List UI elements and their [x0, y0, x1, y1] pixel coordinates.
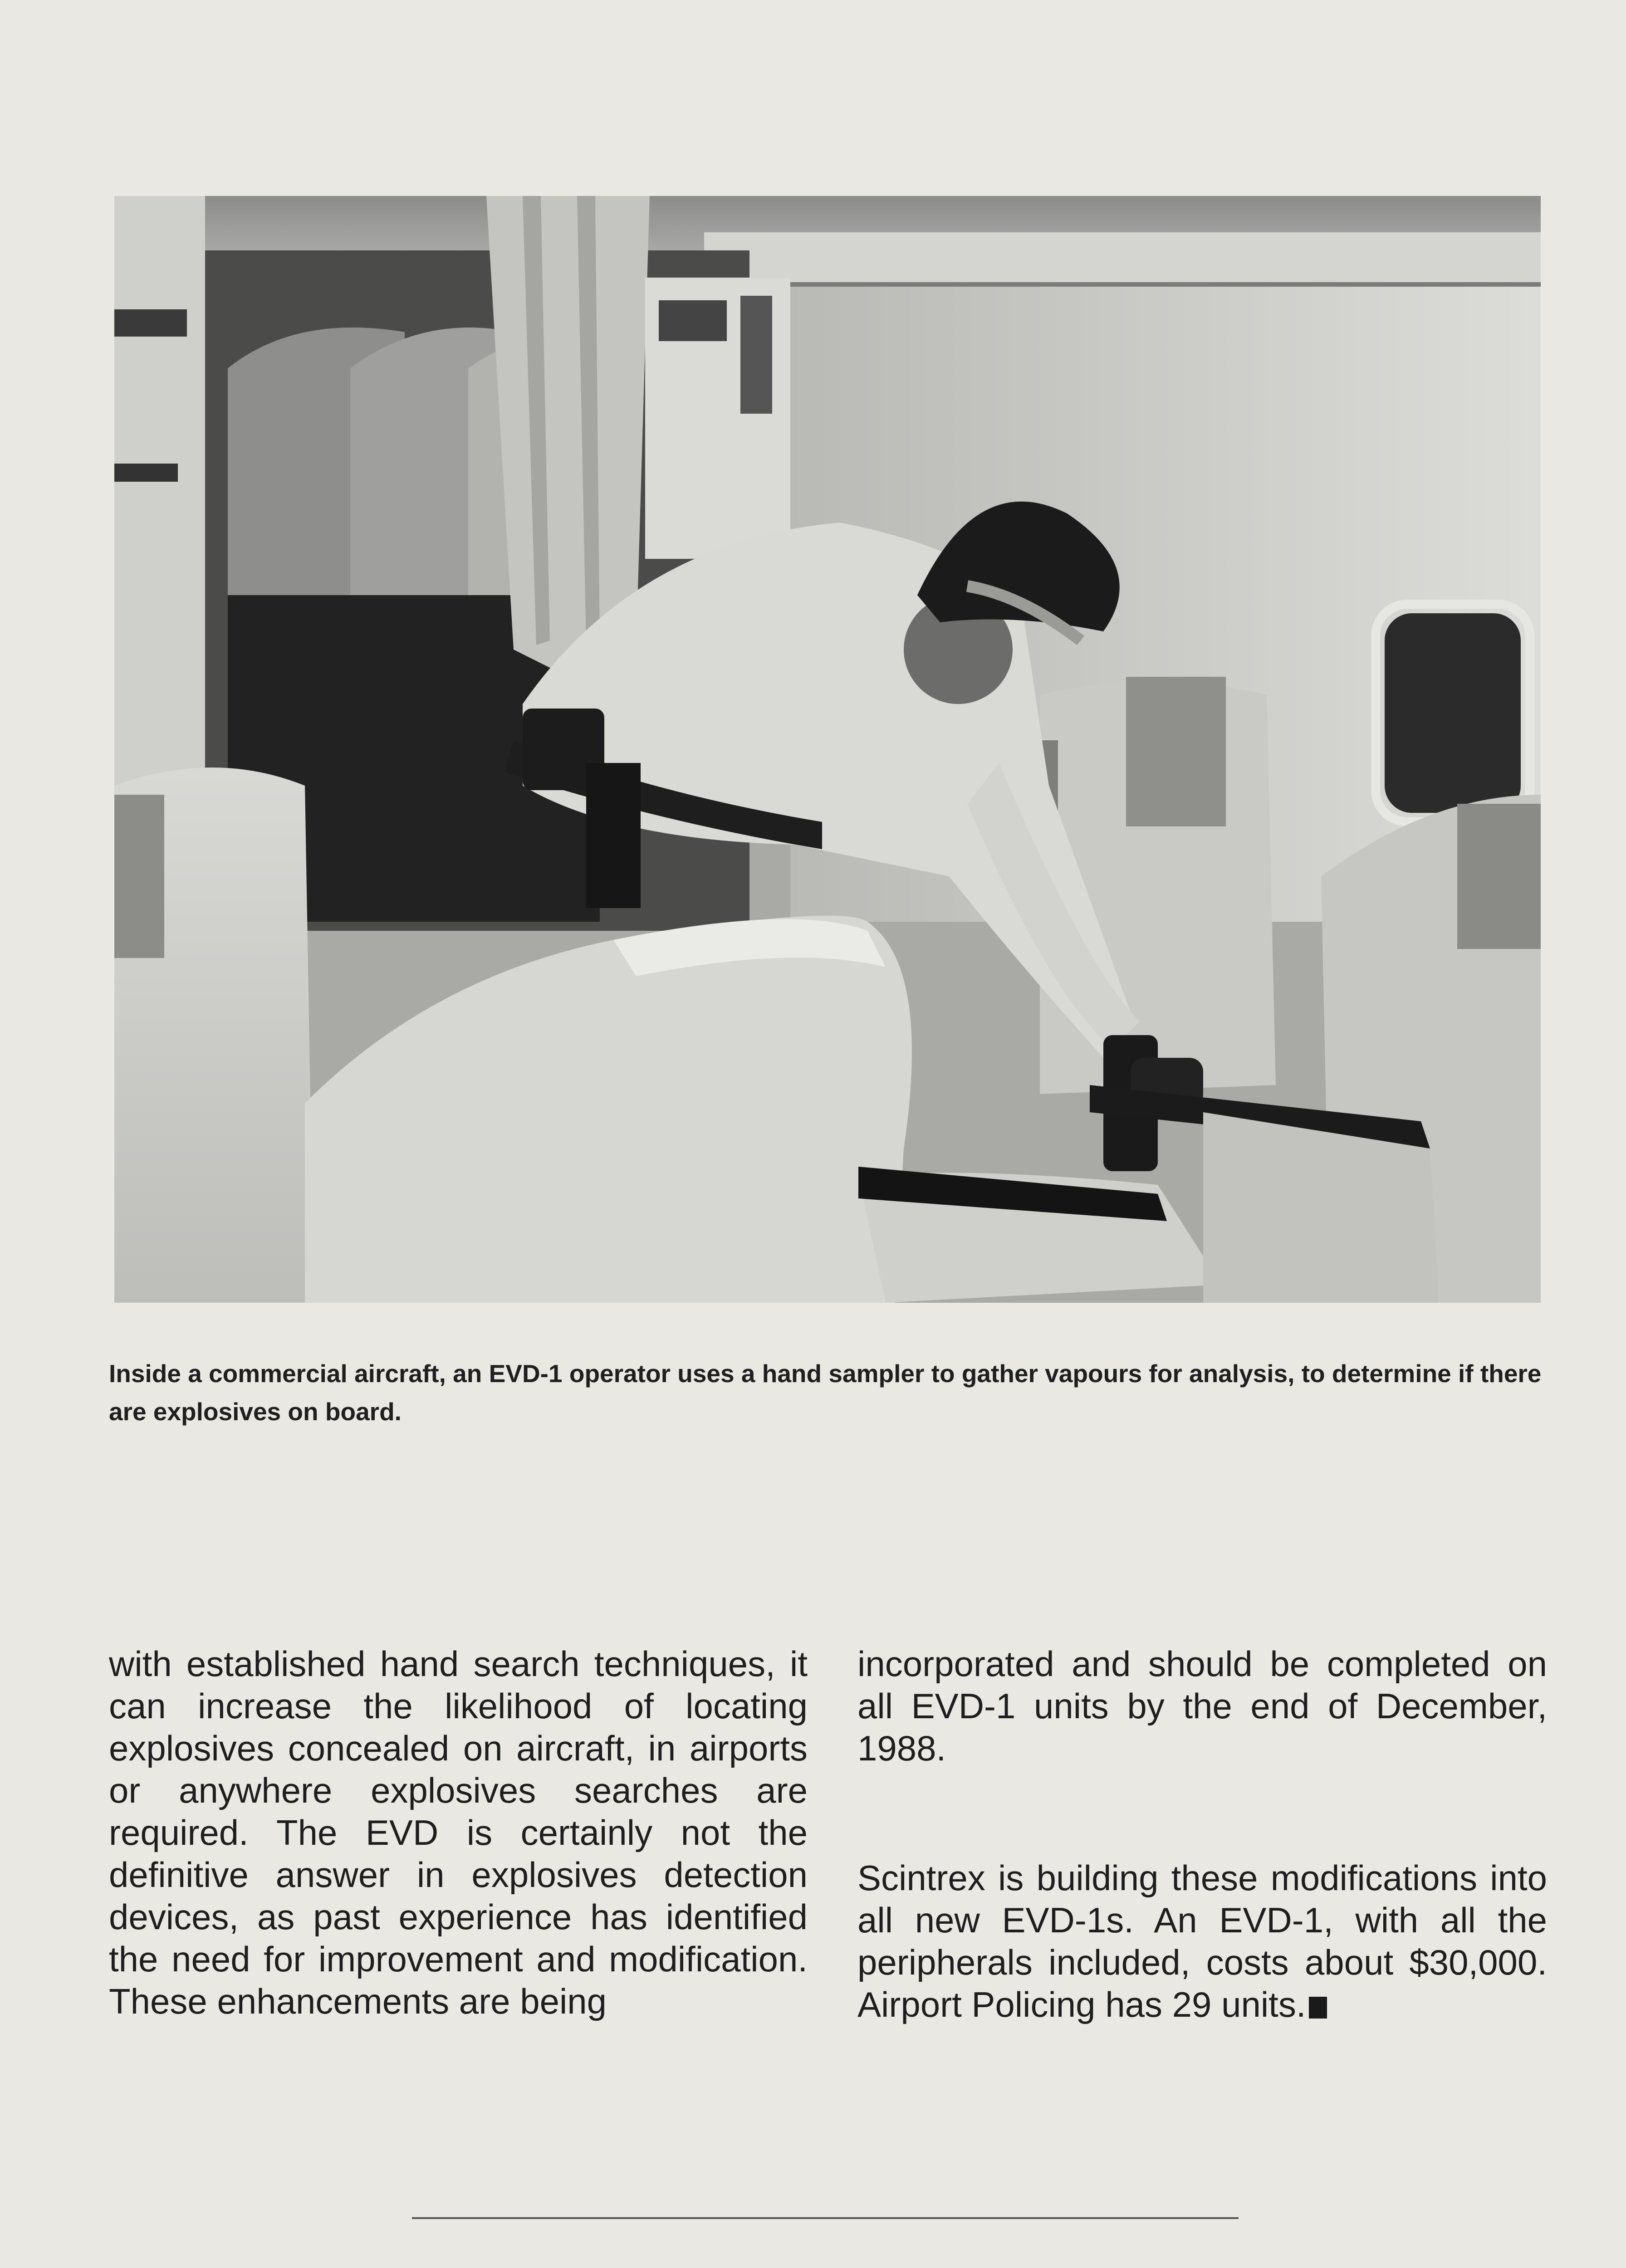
end-of-article-mark: [1309, 1997, 1327, 2019]
body-column-right-paragraph-2: [857, 1857, 1547, 2026]
body-column-left: with established hand search techniques, it can increase the likelihood of locating explosives concealed on aircraft, in airports or anywhere explosives searches are required. The EVD is certainly not the definitive answer in explosives detection devices, as past experience has identified the need for improvement and modification. These enhancements are being: [109, 1644, 808, 2021]
body-column-right-paragraph-2-text: Scintrex is building these modifications into all new EVD-1s. An EVD-1, with all the peripherals included, costs about $30,000. Airport Policing has 29 units.: [857, 1858, 1547, 2024]
photo-image: [114, 196, 1541, 1303]
photo-caption: Inside a commercial aircraft, an EVD-1 operator uses a hand sampler to gather vapours for analysis, to determine if there are explosives on board.: [109, 1359, 1542, 1426]
body-column-right-paragraph-1: incorporated and should be completed on all EVD-1 units by the end of December, 1988.: [857, 1644, 1547, 1768]
horizontal-rule: [412, 2217, 1239, 2219]
aircraft-interior-photo: [114, 196, 1541, 1303]
